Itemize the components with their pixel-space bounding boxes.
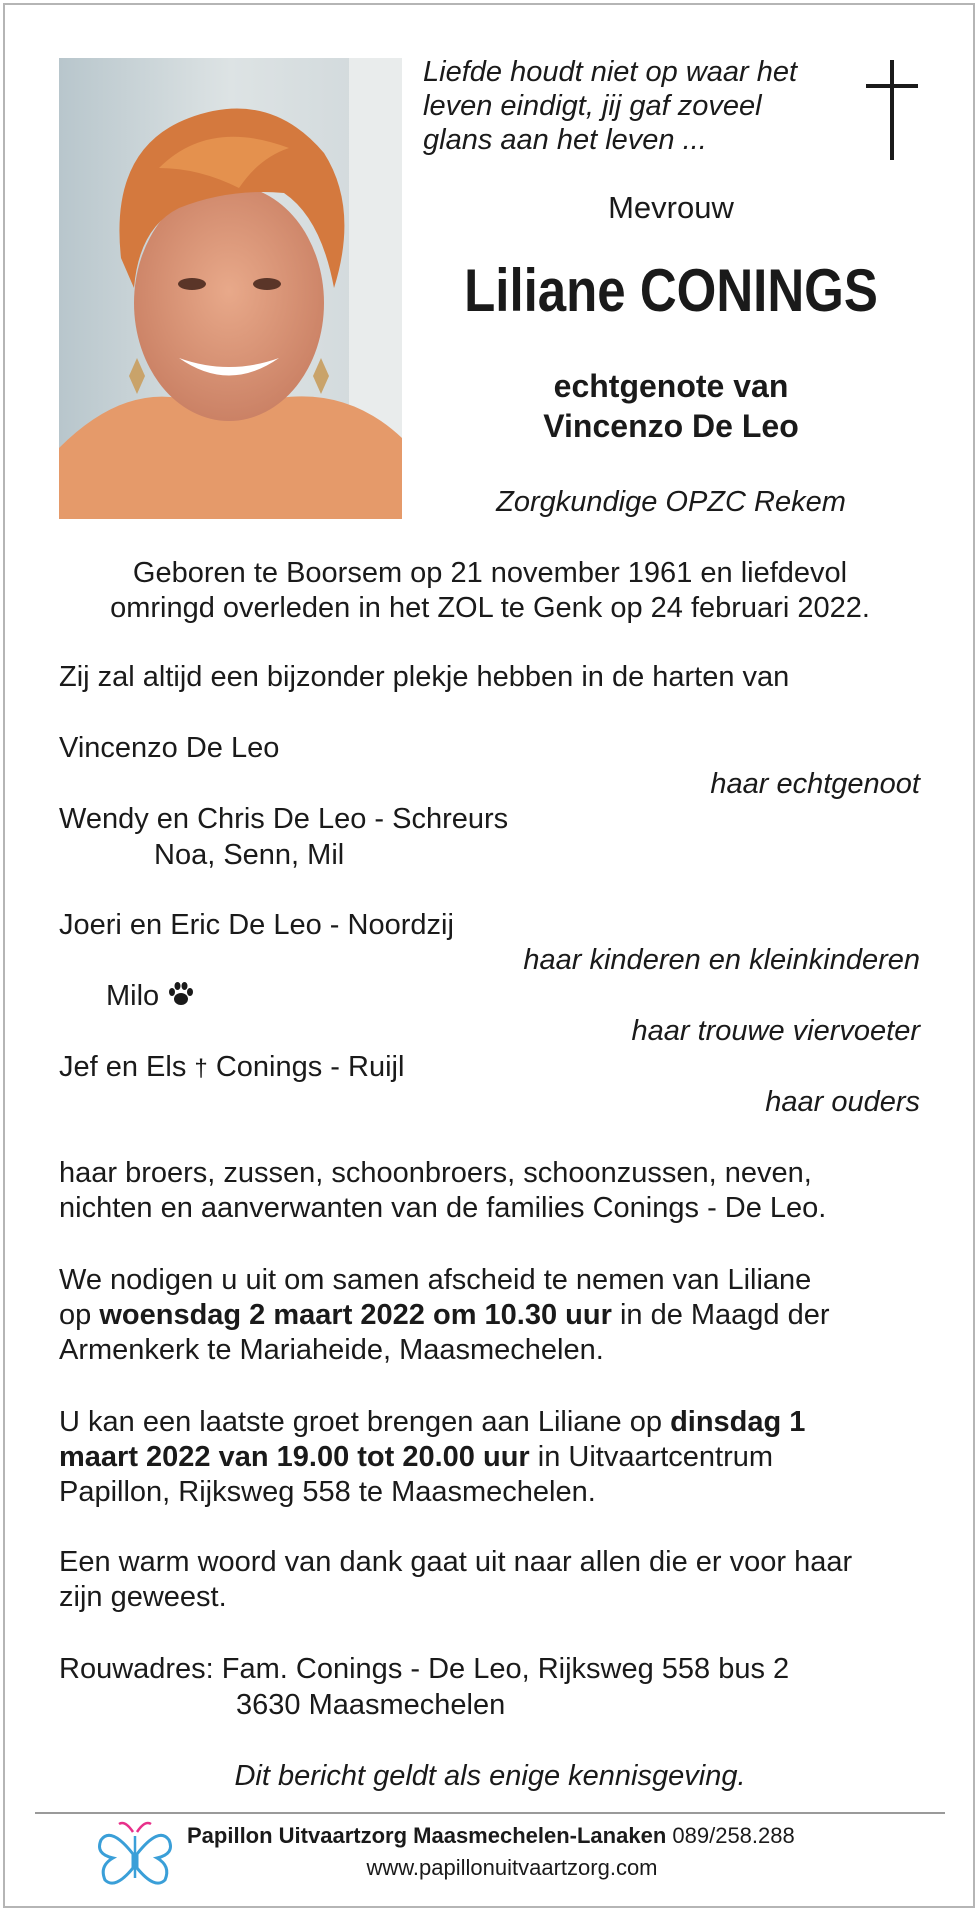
child-2: Joeri en Eric De Leo - Noordzij [59,909,454,941]
thanks-line: zijn geweest. [59,1581,227,1613]
death-line: omringd overleden in het ZOL te Genk op 24 februari 2022. [110,592,870,624]
thanks-text [59,1545,921,1615]
parents-line [59,1050,404,1086]
husband-name: Vincenzo De Leo [59,732,280,764]
ceremony-date: woensdag 2 maart 2022 om 10.30 uur [99,1299,612,1331]
parents-first: Jef en Els [59,1051,187,1083]
parents-last: Conings - Ruijl [215,1051,405,1083]
butterfly-logo-icon [95,1818,175,1892]
footer-company-line [187,1822,795,1850]
notice: Dit bericht geldt als enige kennisgeving. [234,1760,746,1792]
address-line-1: Rouwadres: Fam. Conings - De Leo, Rijksweg 558 bus 2 [59,1653,790,1685]
birth-line: Geboren te Boorsem op 21 november 1961 en liefdevol [132,557,848,589]
footer-phone: 089/258.288 [672,1823,795,1848]
pet-line [106,979,195,1017]
visit-text [59,1405,921,1510]
birth-death-text [59,556,921,626]
visit-line [59,1405,921,1440]
visit-date-a: dinsdag 1 [670,1406,806,1438]
footer-website: www.papillonuitvaartzorg.com [366,1855,658,1880]
address-line-2: 3630 Maasmechelen [236,1689,506,1721]
child-1: Wendy en Chris De Leo - Schreurs [59,803,509,835]
ceremony-line [59,1298,921,1333]
quote [423,55,797,157]
visit-pre: U kan een laatste groet brengen aan Liliane op [59,1406,671,1438]
visit-date-b: maart 2022 van 19.00 tot 20.00 uur [59,1441,530,1473]
ceremony-text [59,1263,921,1368]
relatives-line: nichten en aanverwanten van de families Conings - De Leo. [59,1192,827,1224]
quote-line: leven eindigt, jij gaf zoveel [423,90,762,122]
quote-line: glans aan het leven ... [423,124,707,156]
dagger-symbol: † [194,1055,208,1082]
relatives-line: haar broers, zussen, schoonbroers, schoonzussen, neven, [59,1157,812,1189]
spouse-name: Vincenzo De Leo [543,408,799,444]
children-role: haar kinderen en kleinkinderen [523,944,920,976]
ceremony-line: We nodigen u uit om samen afscheid te nemen van Liliane [59,1264,812,1296]
thanks-line: Een warm woord van dank gaat uit naar allen die er voor haar [59,1546,853,1578]
paw-icon [167,980,195,1017]
pet-name: Milo [106,980,160,1012]
relatives-text [59,1156,921,1226]
spouse-block [426,366,916,446]
visit-post: in Uitvaartcentrum [529,1441,774,1473]
spouse-label: echtgenote van [553,368,789,404]
ceremony-pre: op [59,1299,100,1331]
occupation: Zorgkundige OPZC Rekem [496,486,846,518]
cross-icon [866,60,918,160]
visit-line: Papillon, Rijksweg 558 te Maasmechelen. [59,1476,596,1508]
pet-role: haar trouwe viervoeter [631,1015,920,1047]
honorific: Mevrouw [608,190,734,225]
ceremony-post: in de Maagd der [611,1299,830,1331]
footer-company: Papillon Uitvaartzorg Maasmechelen-Lanaken [187,1823,667,1848]
footer-divider [35,1812,945,1814]
visit-line [59,1440,921,1475]
parents-role: haar ouders [765,1086,920,1118]
intro-text: Zij zal altijd een bijzonder plekje hebben in de harten van [59,661,790,693]
husband-role: haar echtgenoot [710,768,920,800]
grandchildren: Noa, Senn, Mil [154,839,345,871]
quote-line: Liefde houdt niet op waar het [423,56,798,88]
deceased-name: Liliane CONINGS [464,257,878,324]
portrait-photo [59,58,402,519]
ceremony-line: Armenkerk te Mariaheide, Maasmechelen. [59,1334,604,1366]
